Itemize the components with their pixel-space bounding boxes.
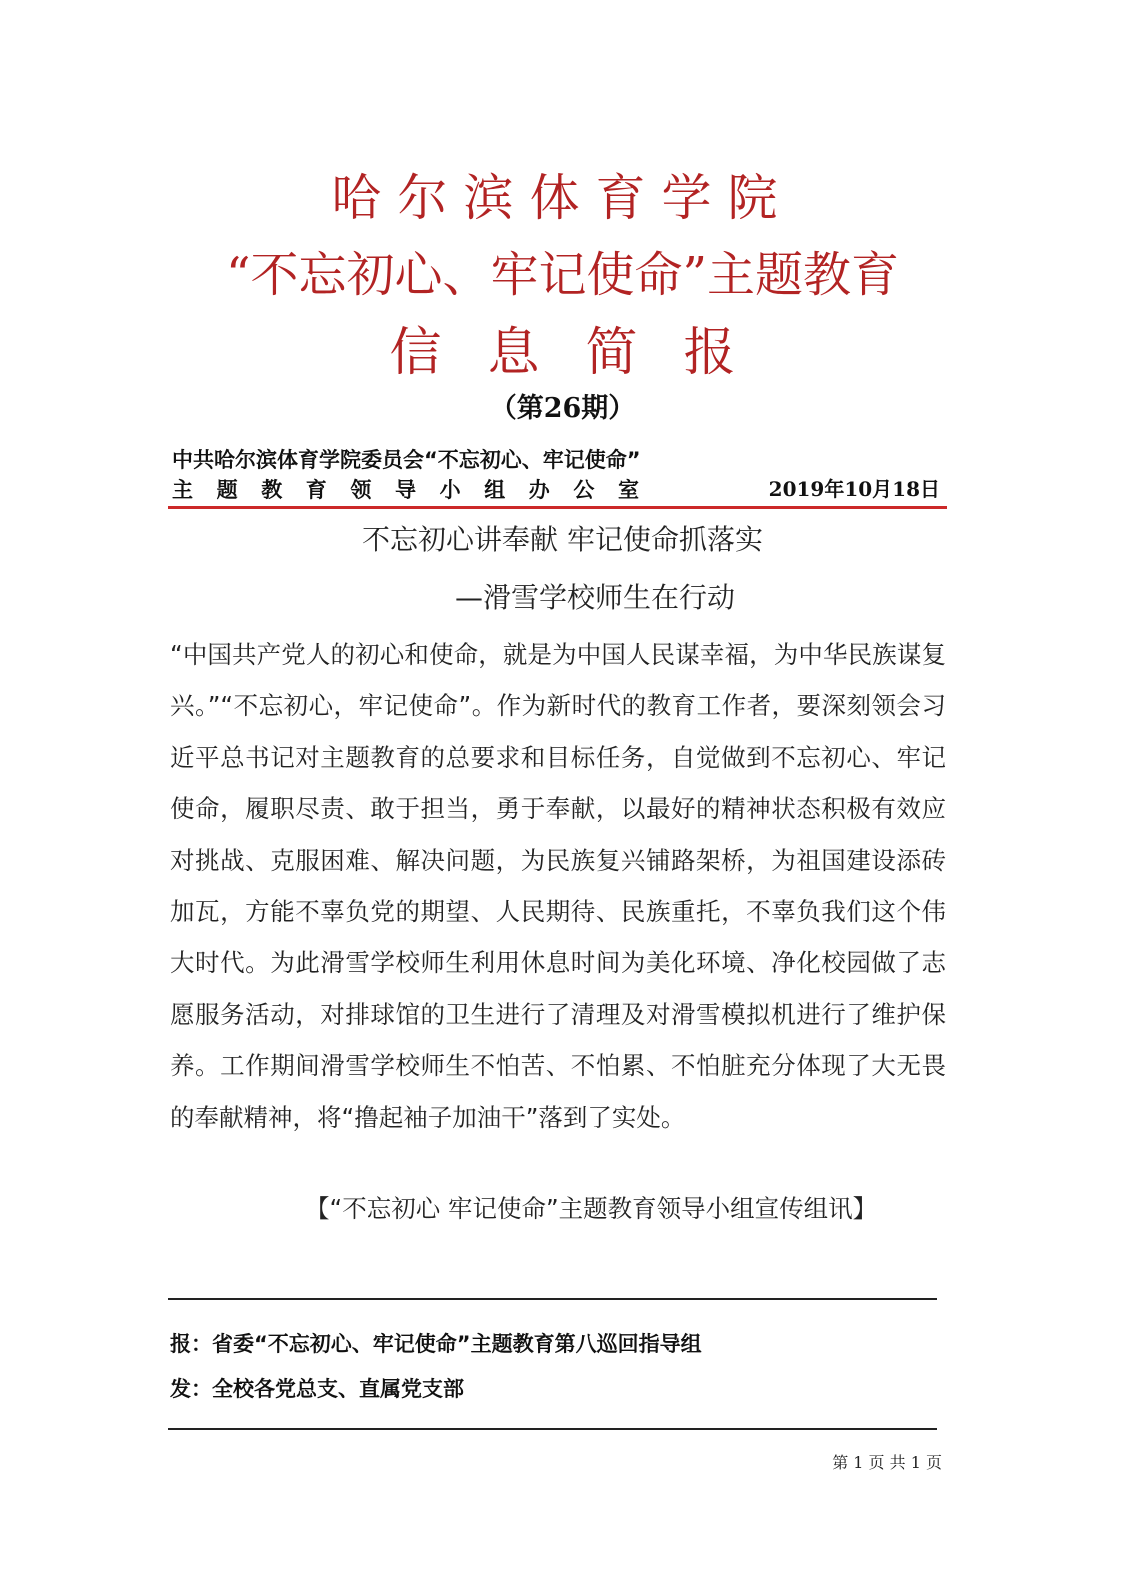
masthead-bulletin-title: 信息简报 — [389, 323, 782, 383]
masthead-institution: 哈尔滨体育学院 — [331, 169, 794, 227]
article-title: 不忘初心讲奉献 牢记使命抓落实 — [362, 523, 763, 556]
issue-number: （第26期） — [489, 393, 636, 424]
report-to-line: 报：省委“不忘初心、牢记使命”主题教育第八巡回指导组 — [170, 1332, 702, 1356]
article-subtitle: —滑雪学校师生在行动 — [455, 581, 736, 614]
page-number: 第 1 页 共 1 页 — [832, 1453, 942, 1472]
distribution-top-rule — [168, 1298, 937, 1300]
send-to-line: 发：全校各党总支、直属党支部 — [170, 1377, 464, 1401]
issuer-committee: 中共哈尔滨体育学院委员会“不忘初心、牢记使命” — [172, 448, 641, 472]
article-signoff: 【“不忘初心 牢记使命”主题教育领导小组宣传组讯】 — [305, 1194, 878, 1223]
issuer-office: 主题教育领导小组办公室 — [172, 478, 663, 502]
header-divider — [168, 506, 947, 509]
article-body: “中国共产党人的初心和使命，就是为中国人民谋幸福，为中华民族谋复兴。”“不忘初心，牢记使命”。作为新时代的教育工作者，要深刻领会习近平总书记对主题教育的总要求和目标任务，自觉做到不忘初心、牢记使命，履职尽责、敢于担当，勇于奉献，以最好的精神状态积极有效应对挑战、克服困难、解决问题，为民族复兴铺路架桥，为祖国建设添砖加瓦，方能不辜负党的期望、人民期待、民族重托，不辜负我们这个伟大时代。为此滑雪学校师生利用休息时间为美化环境、净化校园做了志愿服务活动，对排球馆的卫生进行了清理及对滑雪模拟机进行了维护保养。工作期间滑雪学校师生不怕苦、不怕累、不怕脏充分体现了大无畏的奉献精神，将“撸起袖子加油干”落到了实处。 — [170, 640, 946, 1132]
distribution-bottom-rule — [168, 1428, 937, 1430]
masthead-theme: “不忘初心、牢记使命”主题教育 — [225, 247, 900, 303]
issue-date: 2019年10月18日 — [768, 477, 940, 501]
